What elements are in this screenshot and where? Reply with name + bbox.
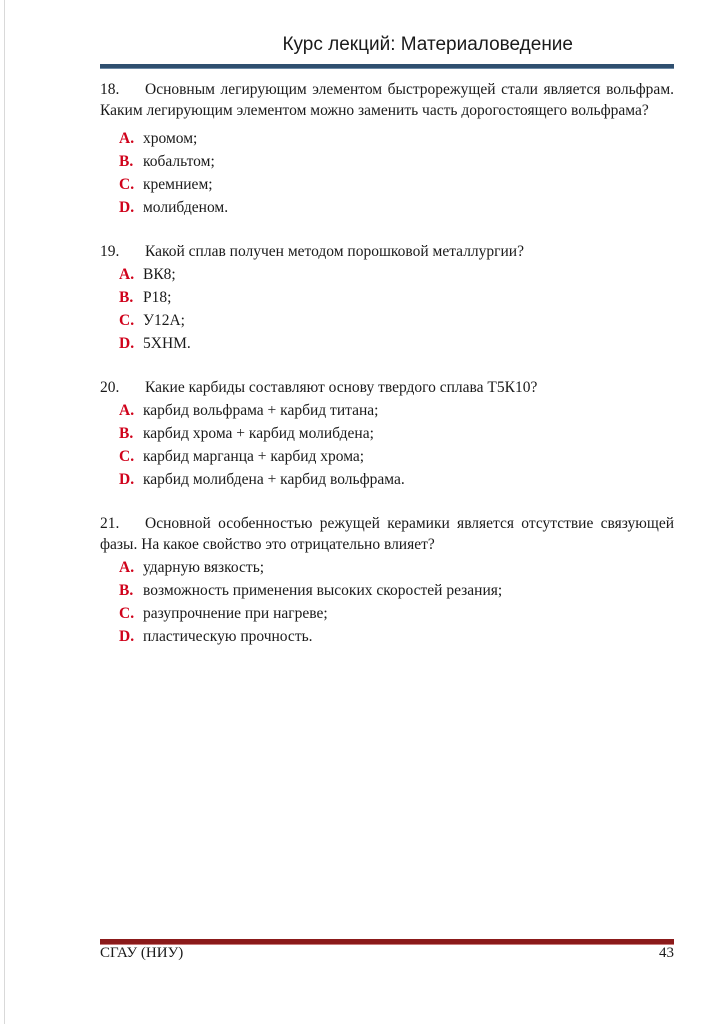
answer-option [119,333,674,354]
question-20 [100,377,674,490]
answer-option [119,151,674,172]
footer-institution: СГАУ (НИУ) [100,945,184,961]
page-edge [4,0,5,1024]
option-text: пластическую прочность. [143,628,313,645]
option-letter: A. [119,130,135,147]
option-letter: B. [119,153,134,170]
question-text [100,513,674,555]
answer-option [119,400,674,421]
option-letter: A. [119,402,135,419]
question-21 [100,513,674,647]
answer-option [119,603,674,624]
question-number: 18. [100,81,120,98]
option-text: кремнием; [143,176,213,193]
option-letter: D. [119,471,135,488]
question-body: Основной особенностью режущей керамики является отсутствие связующей фазы. На какое свойство это отрицательно влияет? [100,515,674,553]
answer-option [119,197,674,218]
option-letter: A. [119,266,135,283]
answer-option [119,469,674,490]
option-letter: D. [119,628,135,645]
question-number: 19. [100,243,120,260]
page-number: 43 [659,945,674,961]
option-text: кобальтом; [143,153,215,170]
option-text: молибденом. [143,199,229,216]
question-text [100,79,674,121]
option-letter: D. [119,335,135,352]
question-number: 20. [100,379,120,396]
option-text: карбид хрома + карбид молибдена; [143,425,374,442]
option-letter: A. [119,559,135,576]
option-text: карбид вольфрама + карбид титана; [143,402,379,419]
answer-option [119,626,674,647]
option-letter: C. [119,448,135,465]
option-letter: B. [119,425,134,442]
answer-option [119,310,674,331]
answer-option [119,446,674,467]
answer-option [119,580,674,601]
option-text: хромом; [143,130,198,147]
question-body: Какие карбиды составляют основу твердого сплава Т5К10? [145,379,538,396]
footer-rule [100,939,674,945]
option-text: У12А; [143,312,185,329]
page-header-title: Курс лекций: Материаловедение [282,34,573,55]
option-text: ВК8; [143,266,176,283]
question-text [100,241,674,262]
answer-option [119,128,674,149]
answer-option [119,264,674,285]
option-text: разупрочнение при нагреве; [143,605,328,622]
question-19 [100,241,674,354]
question-body: Какой сплав получен методом порошковой металлургии? [145,243,524,260]
option-text: ударную вязкость; [143,559,265,576]
option-text: возможность применения высоких скоростей резания; [143,582,503,599]
question-text [100,377,674,398]
option-text: карбид молибдена + карбид вольфрама. [143,471,405,488]
option-letter: D. [119,199,135,216]
answer-option [119,174,674,195]
option-letter: B. [119,582,134,599]
answer-option [119,557,674,578]
question-body: Основным легирующим элементом быстрорежущей стали является вольфрам. Каким легирующим элементом можно заменить часть дорогостоящего вольфрама? [100,81,674,119]
option-letter: C. [119,312,135,329]
option-text: карбид марганца + карбид хрома; [143,448,365,465]
option-letter: C. [119,605,135,622]
questions-list [100,79,674,670]
answer-option [119,287,674,308]
option-text: 5ХНМ. [143,335,191,352]
question-number: 21. [100,515,120,532]
option-letter: B. [119,289,134,306]
answer-option [119,423,674,444]
option-text: Р18; [143,289,172,306]
option-letter: C. [119,176,135,193]
header-rule [100,64,674,69]
question-18 [100,79,674,218]
